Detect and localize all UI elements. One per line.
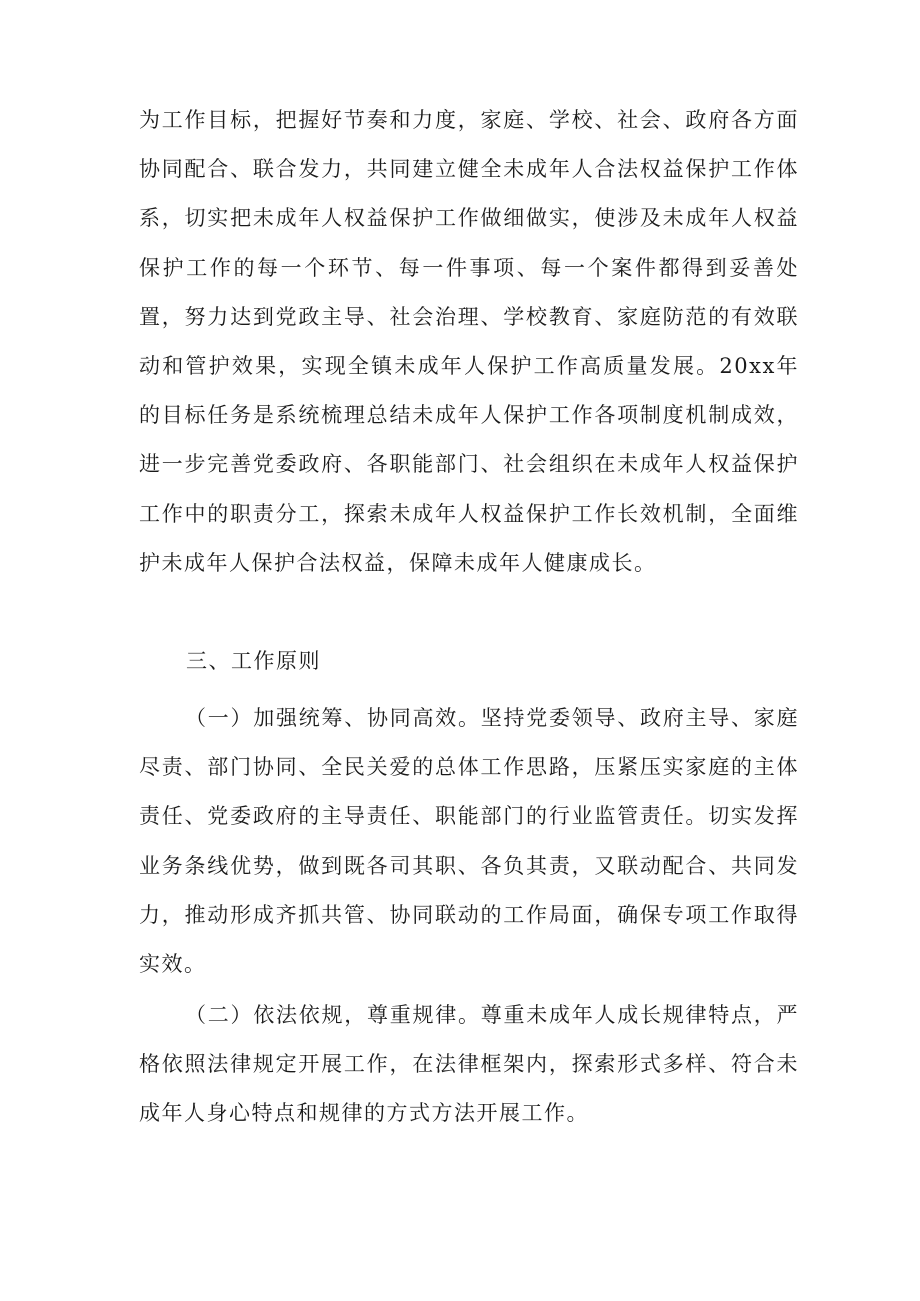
paragraph-principle-2: （二）依法依规，尊重规律。尊重未成年人成长规律特点，严格依照法律规定开展工作，在法律框架内，探索形式多样、符合未成年人身心特点和规律的方式方法开展工作。 bbox=[139, 1003, 799, 1126]
paragraph-principle-1: （一）加强统筹、协同高效。坚持党委领导、政府主导、家庭尽责、部门协同、全民关爱的总体工作思路，压紧压实家庭的主体责任、党委政府的主导责任、职能部门的行业监管责任。切实发挥业务条线优势，做到既各司其职、各负其责，又联动配合、共同发力，推动形成齐抓共管、协同联动的工作局面，确保专项工作取得实效。 bbox=[139, 706, 799, 977]
section-heading-work-principles: 三、工作原则 bbox=[186, 649, 321, 673]
paragraph-goals: 为工作目标，把握好节奏和力度，家庭、学校、社会、政府各方面协同配合、联合发力，共同建立健全未成年人合法权益保护工作体系，切实把未成年人权益保护工作做细做实，使涉及未成年人权益保护工作的每一个环节、每一件事项、每一个案件都得到妥善处置，努力达到党政主导、社会治理、学校教育、家庭防范的有效联动和管护效果，实现全镇未成年人保护工作高质量发展。20xx年的目标任务是系统梳理总结未成年人保护工作各项制度机制成效，进一步完善党委政府、各职能部门、社会组织在未成年人权益保护工作中的职责分工，探索未成年人权益保护工作长效机制，全面维护未成年人保护合法权益，保障未成年人健康成长。 bbox=[139, 108, 799, 575]
